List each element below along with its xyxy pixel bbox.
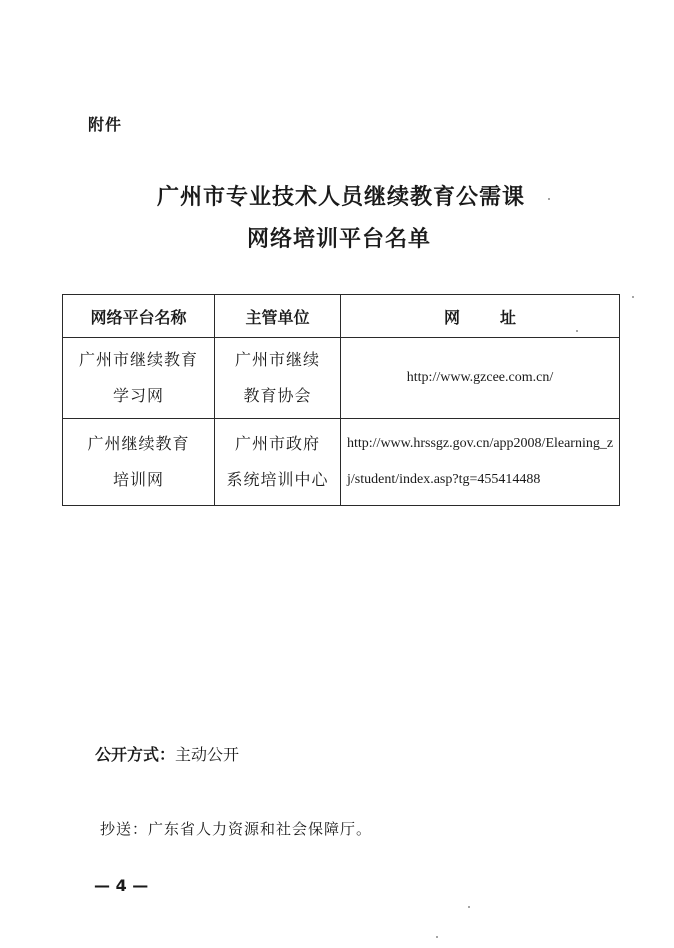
scan-speck bbox=[632, 296, 634, 298]
table-row bbox=[63, 338, 620, 419]
platform-list-table bbox=[62, 294, 620, 506]
platform-url: http://www.gzcee.com.cn/ bbox=[341, 338, 620, 419]
managing-unit-line2: 教育协会 bbox=[243, 386, 312, 405]
platform-url: http://www.hrssgz.gov.cn/app2008/Elearning_zj/student/index.asp?tg=455414488 bbox=[341, 419, 620, 506]
platform-name-cell bbox=[63, 338, 215, 419]
header-url-part2: 址 bbox=[500, 307, 517, 327]
attachment-label: 附件 bbox=[88, 115, 123, 134]
scan-speck bbox=[548, 198, 550, 200]
cc-line: 抄送：广东省人力资源和社会保障厅。 bbox=[100, 820, 373, 838]
managing-unit-cell bbox=[215, 338, 341, 419]
managing-unit-cell bbox=[215, 419, 341, 506]
platform-name-line1: 广州继续教育 bbox=[87, 434, 190, 453]
document-title-line2: 网络培训平台名单 bbox=[246, 226, 431, 252]
managing-unit-line1: 广州市政府 bbox=[234, 434, 320, 453]
managing-unit-line2: 系统培训中心 bbox=[226, 470, 329, 489]
page-number: — 4 — bbox=[94, 876, 149, 895]
header-platform-name: 网络平台名称 bbox=[63, 295, 215, 338]
scan-speck bbox=[436, 936, 438, 938]
platform-name-line2: 学习网 bbox=[112, 386, 164, 405]
platform-name-line1: 广州市继续教育 bbox=[78, 350, 198, 369]
table-header-row bbox=[63, 295, 620, 338]
header-url-part1: 网 bbox=[443, 307, 460, 327]
header-managing-unit: 主管单位 bbox=[215, 295, 341, 338]
platform-name-line2: 培训网 bbox=[112, 470, 164, 489]
table-row bbox=[63, 419, 620, 506]
disclosure-value: 主动公开 bbox=[175, 745, 240, 764]
platform-name-cell bbox=[63, 419, 215, 506]
disclosure-method bbox=[95, 742, 239, 765]
managing-unit-line1: 广州市继续 bbox=[234, 350, 320, 369]
scan-speck bbox=[468, 906, 470, 908]
disclosure-label: 公开方式： bbox=[95, 745, 176, 764]
scan-speck bbox=[576, 330, 578, 332]
document-title-line1: 广州市专业技术人员继续教育公需课 bbox=[156, 184, 525, 210]
